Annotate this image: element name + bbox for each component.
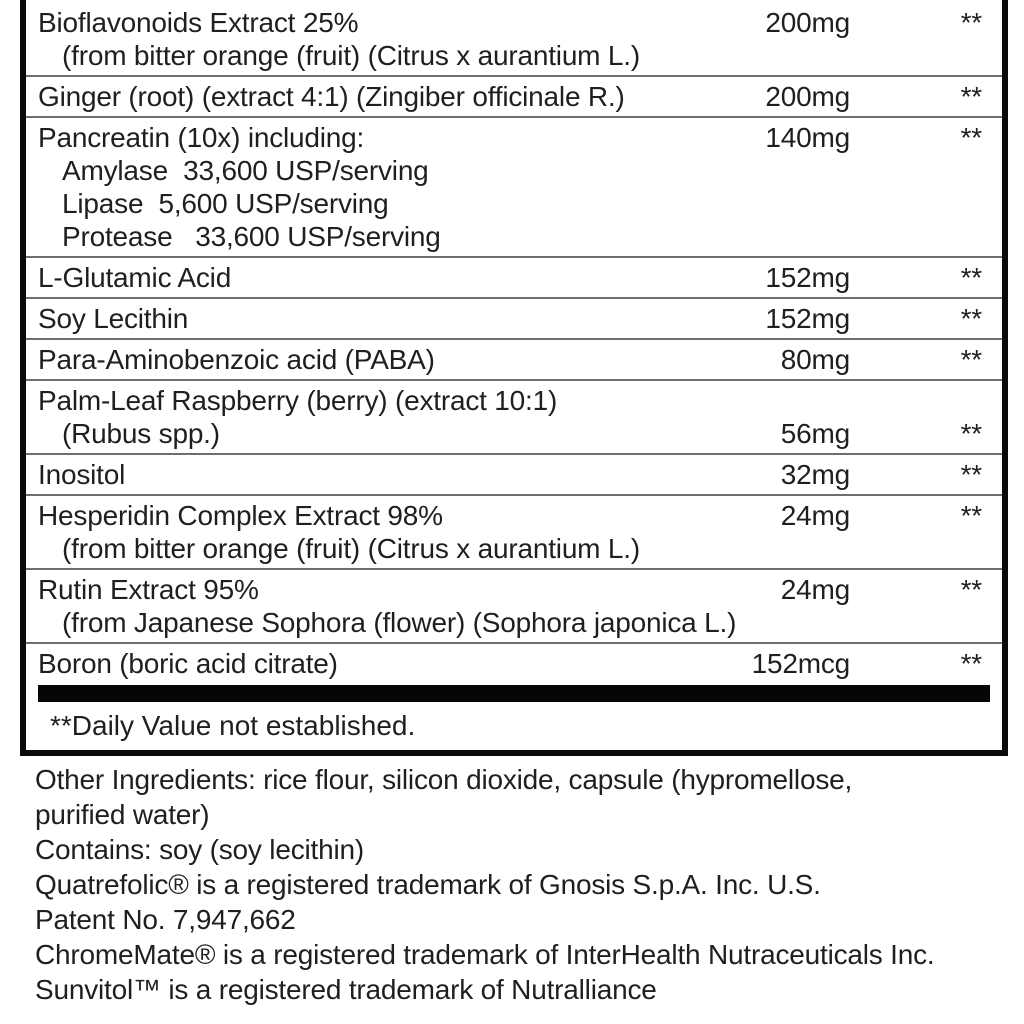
ingredient-row	[26, 0, 1002, 75]
daily-value-cell: **	[960, 344, 982, 375]
daily-value-cell: **	[960, 122, 982, 153]
ingredient-main-line	[26, 121, 1002, 154]
ingredient-row	[26, 338, 1002, 379]
daily-value-cell: **	[960, 303, 982, 334]
ingredient-sub-line	[26, 532, 1002, 565]
ingredient-main-line	[26, 261, 1002, 294]
thick-divider-bar	[38, 685, 990, 702]
ingredient-row	[26, 494, 1002, 568]
trademark-statement: Sunvitol™ is a registered trademark of Nutralliance	[35, 974, 657, 1005]
ingredient-amount: 56mg	[780, 418, 850, 449]
ingredient-name: Palm-Leaf Raspberry (berry) (extract 10:1)	[38, 385, 558, 416]
ingredient-main-line	[26, 647, 1002, 680]
ingredient-source: (from bitter orange (fruit) (Citrus x aurantium L.)	[62, 40, 640, 71]
ingredient-amount: 140mg	[765, 122, 850, 153]
patent-number: Patent No. 7,947,662	[35, 904, 296, 935]
daily-value-cell: **	[960, 262, 982, 293]
ingredient-row	[26, 568, 1002, 642]
ingredient-amount: 152mg	[765, 303, 850, 334]
ingredient-main-line	[26, 573, 1002, 606]
ingredient-main-line	[26, 80, 1002, 113]
ingredient-main-line	[26, 6, 1002, 39]
daily-value-cell: **	[960, 81, 982, 112]
daily-value-cell: **	[960, 574, 982, 605]
ingredient-sub-line	[26, 220, 1002, 253]
ingredient-amount: 24mg	[780, 574, 850, 605]
ingredient-source: (Rubus spp.)	[62, 418, 220, 449]
supplement-facts-table	[20, 0, 1008, 756]
ingredient-sub-line	[26, 154, 1002, 187]
ingredient-row	[26, 453, 1002, 494]
trademark-statement: Quatrefolic® is a registered trademark of Gnosis S.p.A. Inc. U.S.	[35, 869, 821, 900]
ingredient-sub-line	[26, 187, 1002, 220]
daily-value-cell: **	[960, 648, 982, 679]
trademark-statement: ChromeMate® is a registered trademark of InterHealth Nutraceuticals Inc.	[35, 939, 935, 970]
ingredient-name: Pancreatin (10x) including:	[38, 122, 365, 153]
allergen-statement: Contains: soy (soy lecithin)	[35, 834, 364, 865]
ingredient-row	[26, 116, 1002, 256]
ingredient-amount: 200mg	[765, 7, 850, 38]
ingredient-source: (from bitter orange (fruit) (Citrus x aurantium L.)	[62, 533, 640, 564]
other-ingredients-text: Other Ingredients: rice flour, silicon dioxide, capsule (hypromellose,	[35, 764, 853, 795]
ingredient-sub-line	[26, 606, 1002, 639]
ingredient-row	[26, 256, 1002, 297]
label-footer	[35, 762, 1010, 1007]
ingredient-main-line	[26, 384, 1002, 417]
other-ingredients-text: purified water)	[35, 799, 210, 830]
ingredient-row	[26, 642, 1002, 683]
ingredient-main-line	[26, 343, 1002, 376]
daily-value-footnote: **Daily Value not established.	[50, 710, 416, 741]
ingredient-amount: 200mg	[765, 81, 850, 112]
ingredient-row	[26, 75, 1002, 116]
daily-value-cell: **	[960, 7, 982, 38]
ingredient-name: Inositol	[38, 459, 126, 490]
ingredient-name: Soy Lecithin	[38, 303, 189, 334]
ingredient-amount: 152mg	[765, 262, 850, 293]
ingredient-name: Hesperidin Complex Extract 98%	[38, 500, 443, 531]
daily-value-cell: **	[960, 500, 982, 531]
ingredient-name: Ginger (root) (extract 4:1) (Zingiber officinale R.)	[38, 81, 625, 112]
daily-value-cell: **	[960, 418, 982, 449]
enzyme-activity: Amylase 33,600 USP/serving	[62, 155, 429, 186]
ingredient-name: Para-Aminobenzoic acid (PABA)	[38, 344, 435, 375]
ingredient-name: Rutin Extract 95%	[38, 574, 259, 605]
ingredient-sub-line	[26, 39, 1002, 72]
daily-value-cell: **	[960, 459, 982, 490]
ingredient-main-line	[26, 499, 1002, 532]
ingredient-main-line	[26, 458, 1002, 491]
enzyme-activity: Lipase 5,600 USP/serving	[62, 188, 389, 219]
ingredient-amount: 24mg	[780, 500, 850, 531]
ingredient-amount: 80mg	[780, 344, 850, 375]
ingredient-name: Boron (boric acid citrate)	[38, 648, 338, 679]
ingredient-sub-line	[26, 417, 1002, 450]
ingredient-name: Bioflavonoids Extract 25%	[38, 7, 359, 38]
ingredient-row	[26, 379, 1002, 453]
ingredient-amount: 152mcg	[751, 648, 850, 679]
ingredient-name: L-Glutamic Acid	[38, 262, 232, 293]
enzyme-activity: Protease 33,600 USP/serving	[62, 221, 441, 252]
ingredient-amount: 32mg	[780, 459, 850, 490]
ingredient-row	[26, 297, 1002, 338]
ingredient-main-line	[26, 302, 1002, 335]
ingredient-source: (from Japanese Sophora (flower) (Sophora japonica L.)	[62, 607, 737, 638]
